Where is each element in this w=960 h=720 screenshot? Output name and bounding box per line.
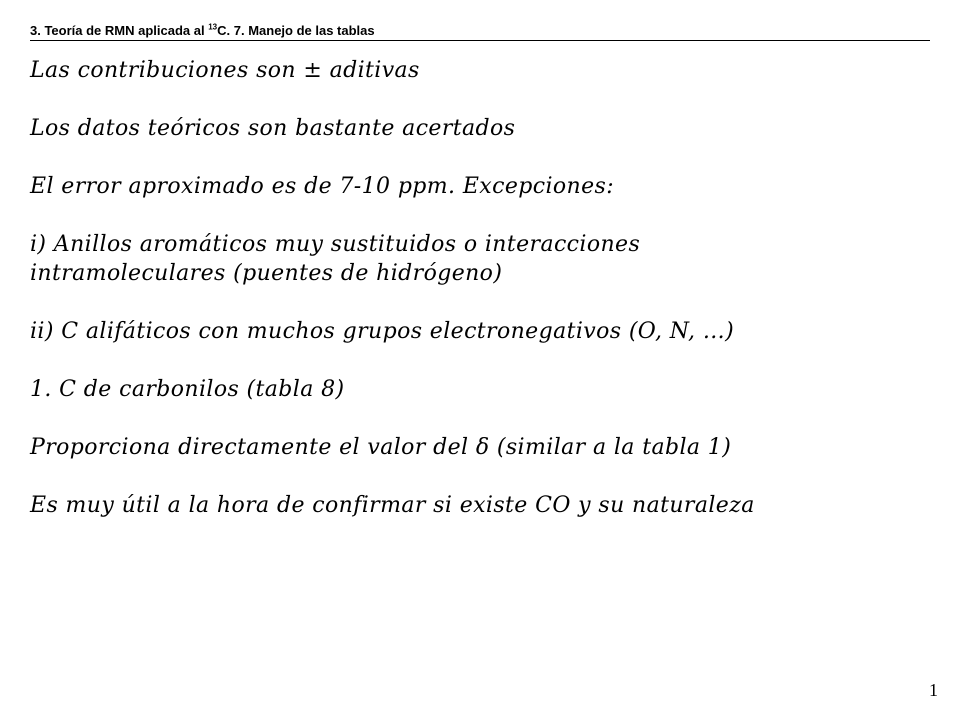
paragraph-carbonyl-heading bbox=[30, 375, 930, 404]
paragraph-line: El error aproximado es de 7-10 ppm. Excepciones: bbox=[30, 174, 615, 199]
paragraph-co-usefulness bbox=[30, 491, 930, 520]
paragraph-line: i) Anillos aromáticos muy sustituidos o interacciones bbox=[30, 232, 641, 257]
header-title-suffix: C. 7. Manejo de las tablas bbox=[217, 23, 375, 38]
header-title-prefix: 3. Teoría de RMN aplicada al bbox=[30, 23, 209, 38]
paragraph-line: ii) C alifáticos con muchos grupos electronegativos (O, N, …) bbox=[30, 319, 735, 344]
paragraph-exception-aliphatic bbox=[30, 317, 930, 346]
paragraph-delta-value bbox=[30, 433, 930, 462]
paragraph-theoretical-data bbox=[30, 114, 930, 143]
paragraph-line: Los datos teóricos son bastante acertados bbox=[30, 116, 516, 141]
paragraph-line: Las contribuciones son ± aditivas bbox=[30, 58, 420, 83]
page-number: 1 bbox=[929, 680, 938, 700]
paragraph-contributions bbox=[30, 56, 930, 85]
paragraph-line: Proporciona directamente el valor del δ (similar a la tabla 1) bbox=[30, 435, 732, 460]
paragraph-line: Es muy útil a la hora de confirmar si existe CO y su naturaleza bbox=[30, 493, 755, 518]
slide-body bbox=[30, 56, 930, 549]
paragraph-exception-aromatic bbox=[30, 230, 930, 288]
slide-header bbox=[30, 22, 930, 41]
paragraph-line: intramoleculares (puentes de hidrógeno) bbox=[30, 261, 503, 286]
paragraph-line: 1. C de carbonilos (tabla 8) bbox=[30, 377, 345, 402]
paragraph-error-exceptions bbox=[30, 172, 930, 201]
header-isotope-superscript: 13 bbox=[208, 22, 218, 32]
